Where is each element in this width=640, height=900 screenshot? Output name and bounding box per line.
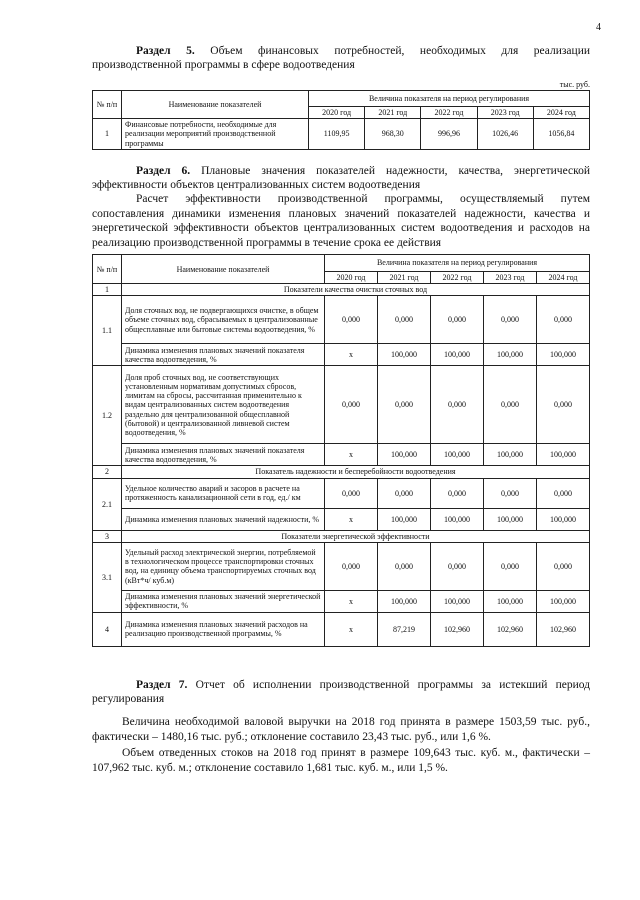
row-name: Динамика изменения плановых значений надежности, %	[122, 508, 325, 530]
header-year: 2022 год	[431, 272, 484, 284]
page-number: 4	[596, 22, 601, 33]
table-row	[93, 344, 590, 366]
row-value: 100,000	[484, 590, 537, 612]
section7-paragraph-1: Величина необходимой валовой выручки на 2018 год принята в размере 1503,59 тыс. руб., фактически – 1480,16 тыс. руб.; отклонение составило 23,43 тыс. руб., или 1,6 %.	[92, 716, 590, 743]
row-name: Динамика изменения плановых значений показателя качества водоотведения, %	[122, 344, 325, 366]
section6-heading: Раздел 6. Плановые значения показателей надежности, качества, энергетической эффективности объектов централизованных систем водоотведения	[92, 165, 590, 191]
row-value: 0,000	[378, 542, 431, 590]
table-row	[93, 508, 590, 530]
section5-heading: Раздел 5. Объем финансовых потребностей, необходимых для реализации производственной программы в сфере водоотведения	[92, 45, 590, 71]
row-value: 87,219	[378, 612, 431, 646]
table-row	[93, 366, 590, 444]
row-value: 0,000	[325, 478, 378, 508]
header-value: Величина показателя на период регулирования	[325, 255, 590, 272]
row-value: 0,000	[325, 366, 378, 444]
row-value: 100,000	[431, 508, 484, 530]
row-value: 100,000	[431, 444, 484, 466]
header-name: Наименование показателей	[122, 91, 309, 119]
header-value: Величина показателя на период регулирования	[309, 91, 590, 107]
row-name: Удельное количество аварий и засоров в расчете на протяженность канализационной сети в год, ед./ км	[122, 478, 325, 508]
row-value: 1056,84	[533, 119, 589, 150]
row-value: 102,960	[484, 612, 537, 646]
row-value: 0,000	[378, 478, 431, 508]
header-year: 2021 год	[378, 272, 431, 284]
row-name: Динамика изменения плановых значений расходов на реализацию производственной программы, %	[122, 612, 325, 646]
row-value: 968,30	[365, 119, 421, 150]
row-name: Динамика изменения плановых значений показателя качества водоотведения, %	[122, 444, 325, 466]
row-value: х	[325, 344, 378, 366]
header-year: 2022 год	[421, 107, 477, 119]
row-value: 100,000	[431, 590, 484, 612]
header-year: 2023 год	[477, 107, 533, 119]
row-value: 0,000	[431, 296, 484, 344]
row-value: 100,000	[378, 508, 431, 530]
table-row	[93, 444, 590, 466]
section6-table	[92, 254, 590, 647]
row-value: 0,000	[537, 296, 590, 344]
row-value: 100,000	[378, 344, 431, 366]
row-value: 0,000	[484, 296, 537, 344]
group-num: 2	[93, 466, 122, 478]
header-num: № п/п	[93, 91, 122, 119]
row-value: 100,000	[484, 508, 537, 530]
table-row	[93, 478, 590, 508]
header-year: 2024 год	[533, 107, 589, 119]
table-row	[93, 296, 590, 344]
row-value: 1109,95	[309, 119, 365, 150]
row-name: Доля проб сточных вод, не соответствующих установленным нормативам допустимых сбросов, лимитам на сбросы, рассчитанная применительно к видам централизованных систем водоотведения раздельно для централизованной общесплавной (бытовой) и централизованной ливневой систем водоотведения, %	[122, 366, 325, 444]
row-value: 100,000	[378, 590, 431, 612]
row-name: Динамика изменения плановых значений энергетической эффективности, %	[122, 590, 325, 612]
row-value: 102,960	[537, 612, 590, 646]
row-value: 996,96	[421, 119, 477, 150]
row-num: 1	[93, 119, 122, 150]
row-value: 0,000	[431, 542, 484, 590]
row-value: 0,000	[484, 366, 537, 444]
row-value: 100,000	[484, 444, 537, 466]
row-value: 0,000	[378, 296, 431, 344]
group-title: Показатель надежности и бесперебойности водоотведения	[122, 466, 590, 478]
section5-unit: тыс. руб.	[559, 80, 590, 89]
row-value: 102,960	[431, 612, 484, 646]
row-value: 100,000	[431, 344, 484, 366]
section7-paragraph-2: Объем отведенных стоков на 2018 год принят в размере 109,643 тыс. куб. м., фактически – 107,962 тыс. куб. м.; отклонение составило 1,681 тыс. куб. м., или 1,5 %.	[92, 747, 590, 774]
row-value: 0,000	[484, 542, 537, 590]
row-value: 100,000	[537, 508, 590, 530]
group-row	[93, 284, 590, 296]
row-value: 0,000	[537, 478, 590, 508]
header-year: 2023 год	[484, 272, 537, 284]
section6-paragraph: Расчет эффективности производственной программы, осуществляемый путем сопоставления динамики изменения плановых значений показателей надежности, качества и энергетической эффективности объектов централизованных систем водоотведения и расходов на реализацию производственной программы в течение срока ее действия	[92, 193, 590, 249]
row-value: 100,000	[378, 444, 431, 466]
row-name: Удельный расход электрической энергии, потребляемой в технологическом процессе транспортировки сточных вод, на единицу объема транспортируемых сточных вод (кВт*ч/ куб.м)	[122, 542, 325, 590]
row-value: 0,000	[325, 296, 378, 344]
header-year: 2021 год	[365, 107, 421, 119]
row-value: х	[325, 590, 378, 612]
row-value: 0,000	[537, 366, 590, 444]
group-num: 1	[93, 284, 122, 296]
row-num: 1.2	[93, 366, 122, 466]
row-value: 100,000	[537, 444, 590, 466]
row-value: 100,000	[537, 344, 590, 366]
row-num: 4	[93, 612, 122, 646]
group-num: 3	[93, 530, 122, 542]
group-title: Показатели энергетической эффективности	[122, 530, 590, 542]
header-num: № п/п	[93, 255, 122, 284]
row-value: х	[325, 508, 378, 530]
row-value: 0,000	[325, 542, 378, 590]
row-value: 100,000	[537, 590, 590, 612]
header-year: 2020 год	[325, 272, 378, 284]
row-value: 100,000	[484, 344, 537, 366]
row-num: 3.1	[93, 542, 122, 612]
group-row	[93, 530, 590, 542]
header-year: 2024 год	[537, 272, 590, 284]
row-value: 0,000	[484, 478, 537, 508]
header-year: 2020 год	[309, 107, 365, 119]
table-row	[93, 612, 590, 646]
group-row	[93, 466, 590, 478]
row-name: Доля сточных вод, не подвергающихся очистке, в общем объеме сточных вод, сбрасываемых в централизованные общесплавные или бытовые системы водоотведения, %	[122, 296, 325, 344]
group-title: Показатели качества очистки сточных вод	[122, 284, 590, 296]
row-value: 0,000	[431, 366, 484, 444]
row-value: 0,000	[431, 478, 484, 508]
table-row	[93, 542, 590, 590]
row-value: 0,000	[378, 366, 431, 444]
header-name: Наименование показателей	[122, 255, 325, 284]
row-num: 1.1	[93, 296, 122, 366]
row-name: Финансовые потребности, необходимые для реализации мероприятий производственной программы	[122, 119, 309, 150]
section7-heading: Раздел 7. Отчет об исполнении производственной программы за истекший период регулирования	[92, 679, 591, 705]
row-num: 2.1	[93, 478, 122, 530]
section5-table	[92, 90, 590, 150]
table-row	[93, 119, 590, 150]
row-value: 1026,46	[477, 119, 533, 150]
table-row	[93, 590, 590, 612]
row-value: х	[325, 612, 378, 646]
row-value: 0,000	[537, 542, 590, 590]
row-value: х	[325, 444, 378, 466]
